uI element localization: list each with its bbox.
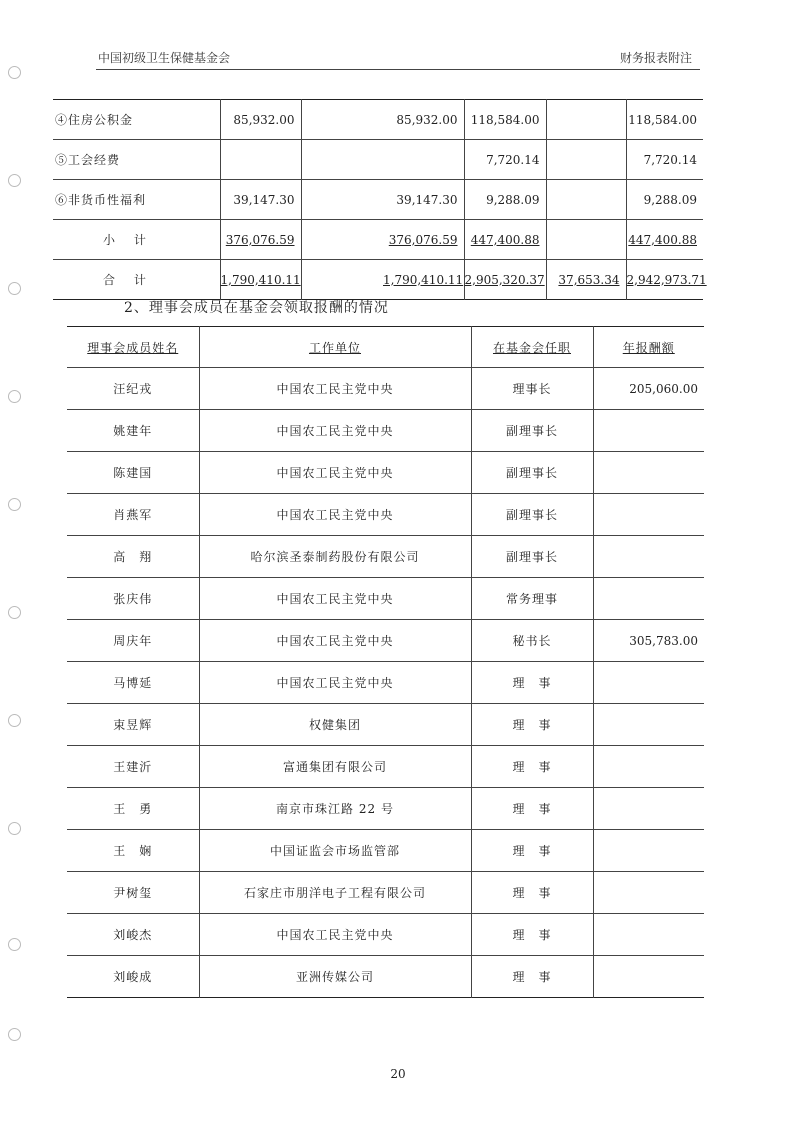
member-name: 姚建年	[67, 410, 199, 452]
cell: 376,076.59	[388, 232, 458, 247]
member-pay	[593, 788, 704, 830]
row-label: ④住房公积金	[55, 113, 134, 127]
section-title: 2、理事会成员在基金会领取报酬的情况	[124, 300, 389, 316]
member-name: 陈建国	[67, 452, 199, 494]
cell	[301, 100, 383, 140]
salary-table	[53, 99, 707, 300]
cell: 7,720.14	[626, 140, 703, 180]
board-compensation-table	[67, 326, 704, 998]
member-name: 束昱辉	[67, 704, 199, 746]
member-post: 理 事	[471, 662, 593, 704]
member-post: 副理事长	[471, 410, 593, 452]
member-post: 理 事	[471, 914, 593, 956]
table-row	[67, 452, 704, 494]
row-label: ⑥非货币性福利	[53, 180, 220, 220]
cell: 376,076.59	[225, 232, 295, 247]
column-header: 理事会成员姓名	[67, 327, 199, 368]
member-org: 中国证监会市场监管部	[199, 830, 471, 872]
member-post: 副理事长	[471, 494, 593, 536]
cell	[546, 140, 626, 180]
member-post: 副理事长	[471, 536, 593, 578]
member-org: 石家庄市朋洋电子工程有限公司	[199, 872, 471, 914]
column-header: 工作单位	[199, 327, 471, 368]
cell: 7,720.14	[464, 140, 546, 180]
table-row	[67, 830, 704, 872]
member-name: 刘峻成	[67, 956, 199, 998]
cell: 1,790,410.11	[383, 272, 464, 287]
cell: 39,147.30	[383, 180, 464, 220]
cell: 85,932.00	[396, 112, 458, 127]
cell: 39,147.30	[220, 180, 301, 220]
binder-hole	[8, 390, 21, 403]
member-pay	[593, 410, 704, 452]
table-row	[67, 662, 704, 704]
table-row	[67, 578, 704, 620]
cell	[301, 220, 383, 260]
member-pay	[593, 662, 704, 704]
binder-hole	[8, 1028, 21, 1041]
member-pay	[593, 578, 704, 620]
cell: 118,584.00	[626, 100, 703, 140]
binder-hole	[8, 606, 21, 619]
member-name: 马博延	[67, 662, 199, 704]
header-section: 财务报表附注	[620, 51, 693, 65]
member-post: 理 事	[471, 830, 593, 872]
member-post: 理 事	[471, 956, 593, 998]
cell: 37,653.34	[558, 272, 620, 287]
column-header: 年报酬额	[593, 327, 704, 368]
binder-hole	[8, 174, 21, 187]
member-pay	[593, 452, 704, 494]
table-row	[53, 140, 703, 180]
member-org: 哈尔滨圣泰制药股份有限公司	[199, 536, 471, 578]
row-label: 合 计	[53, 260, 220, 300]
table-row	[67, 410, 704, 452]
member-name: 张庆伟	[67, 578, 199, 620]
cell: 118,584.00	[464, 100, 546, 140]
member-post: 理 事	[471, 746, 593, 788]
cell: 1,790,410.11	[220, 272, 301, 287]
table-header-row	[67, 327, 704, 368]
member-post: 常务理事	[471, 578, 593, 620]
cell	[546, 100, 626, 140]
cell: 2,942,973.71	[626, 272, 707, 287]
member-org: 中国农工民主党中央	[199, 452, 471, 494]
table-row	[67, 368, 704, 410]
binder-hole	[8, 938, 21, 951]
cell: 447,400.88	[628, 232, 697, 247]
member-name: 周庆年	[67, 620, 199, 662]
member-name: 王建沂	[67, 746, 199, 788]
member-pay: 205,060.00	[593, 368, 704, 410]
member-post: 理 事	[471, 704, 593, 746]
total-row	[53, 260, 703, 300]
binder-hole	[8, 498, 21, 511]
header-org: 中国初级卫生保健基金会	[98, 51, 231, 65]
member-org: 中国农工民主党中央	[199, 914, 471, 956]
table-row	[67, 620, 704, 662]
member-pay	[593, 830, 704, 872]
member-name: 王 娴	[67, 830, 199, 872]
table-row	[67, 704, 704, 746]
binder-hole	[8, 66, 21, 79]
table-row	[53, 100, 703, 140]
table-row	[53, 180, 703, 220]
member-name: 王 勇	[67, 788, 199, 830]
member-name: 尹树玺	[67, 872, 199, 914]
member-post: 副理事长	[471, 452, 593, 494]
cell: 9,288.09	[464, 180, 546, 220]
table-row	[67, 956, 704, 998]
member-post: 理 事	[471, 788, 593, 830]
member-org: 中国农工民主党中央	[199, 410, 471, 452]
binder-hole	[8, 822, 21, 835]
member-org: 中国农工民主党中央	[199, 620, 471, 662]
member-post: 理事长	[471, 368, 593, 410]
member-pay	[593, 494, 704, 536]
cell: 2,905,320.37	[464, 272, 545, 287]
member-pay	[593, 872, 704, 914]
member-pay	[593, 704, 704, 746]
binder-hole	[8, 282, 21, 295]
table-row	[67, 746, 704, 788]
member-org: 南京市珠江路 22 号	[199, 788, 471, 830]
member-org: 中国农工民主党中央	[199, 578, 471, 620]
cell	[301, 260, 383, 300]
binder-hole	[8, 714, 21, 727]
member-pay	[593, 746, 704, 788]
member-org: 富通集团有限公司	[199, 746, 471, 788]
table-row	[67, 788, 704, 830]
table-row	[67, 494, 704, 536]
header-rule	[96, 69, 700, 70]
page-number: 20	[390, 1067, 406, 1081]
member-pay	[593, 536, 704, 578]
member-pay	[593, 914, 704, 956]
member-post: 秘书长	[471, 620, 593, 662]
member-org: 权健集团	[199, 704, 471, 746]
member-pay	[593, 956, 704, 998]
cell	[301, 140, 383, 180]
table-row	[67, 536, 704, 578]
cell	[383, 140, 464, 180]
row-label: 小 计	[53, 220, 220, 260]
cell	[546, 180, 626, 220]
table-row	[67, 872, 704, 914]
cell: 85,932.00	[220, 100, 301, 140]
member-org: 中国农工民主党中央	[199, 368, 471, 410]
member-name: 肖燕军	[67, 494, 199, 536]
cell	[546, 220, 626, 260]
cell	[301, 180, 383, 220]
member-pay: 305,783.00	[593, 620, 704, 662]
column-header: 在基金会任职	[471, 327, 593, 368]
member-org: 中国农工民主党中央	[199, 662, 471, 704]
cell: 9,288.09	[626, 180, 703, 220]
member-name: 汪纪戎	[67, 368, 199, 410]
subtotal-row	[53, 220, 703, 260]
table-row	[67, 914, 704, 956]
member-org: 中国农工民主党中央	[199, 494, 471, 536]
member-name: 高 翔	[67, 536, 199, 578]
member-post: 理 事	[471, 872, 593, 914]
cell	[220, 140, 301, 180]
cell: 447,400.88	[470, 232, 540, 247]
row-label: ⑤工会经费	[53, 140, 220, 180]
member-name: 刘峻杰	[67, 914, 199, 956]
member-org: 亚洲传媒公司	[199, 956, 471, 998]
